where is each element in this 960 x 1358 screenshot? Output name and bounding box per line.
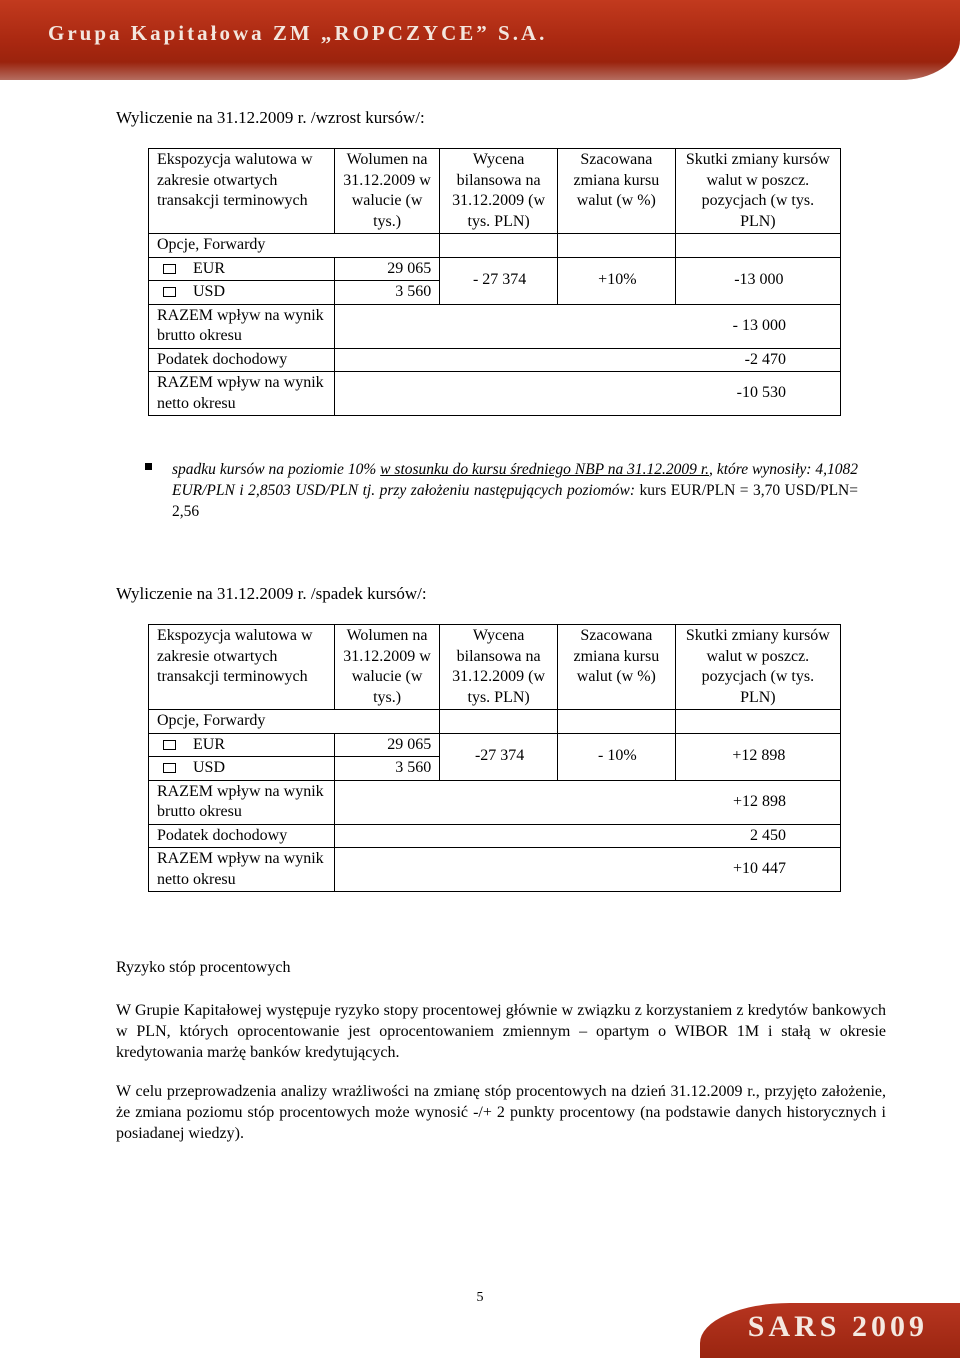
section-title-decrease: Wyliczenie na 31.12.2009 r. /spadek kursów/: <box>116 584 427 603</box>
volume-cell: 29 065 <box>334 733 439 757</box>
group-label: Opcje, Forwardy <box>149 234 440 258</box>
currency-label: USD <box>193 283 226 300</box>
tax-value: 2 450 <box>334 824 840 848</box>
table-row <box>149 733 841 757</box>
note-underlined: w stosunku do kursu średniego NBP na 31.12.2009 r. <box>380 461 710 478</box>
tax-label: Podatek dochodowy <box>149 348 335 372</box>
volume-cell: 3 560 <box>334 281 439 305</box>
gross-value: +12 898 <box>334 780 840 824</box>
assumption-note <box>172 459 858 522</box>
table-row <box>149 304 841 348</box>
square-bullet-icon <box>163 264 176 274</box>
header-valuation: Wycena bilansowa na 31.12.2009 (w tys. PLN) <box>440 149 558 234</box>
change-cell: +10% <box>557 257 675 304</box>
square-bullet-icon <box>163 740 176 750</box>
page-header-banner <box>0 0 960 80</box>
net-value: -10 530 <box>334 372 840 416</box>
table-header-row <box>149 625 841 710</box>
square-bullet-icon <box>163 287 176 297</box>
currency-label: USD <box>193 759 226 776</box>
interest-risk-paragraph-2: W celu przeprowadzenia analizy wrażliwości na zmianę stóp procentowych na dzień 31.12.2009 r., przyjęto założenie, że zmiana poziomu stóp procentowych może wynosić -/+ 2 punkty procentowy (na podstawie danych historycznych i posiadanej wiedzy). <box>116 1083 886 1142</box>
note-rates: kurs EUR/PLN = 3,70 USD/PLN= 2,56 <box>172 482 858 520</box>
effect-cell: -13 000 <box>675 257 840 304</box>
header-exposure: Ekspozycja walutowa w zakresie otwartych transakcji terminowych <box>149 149 335 234</box>
header-change: Szacowana zmiana kursu walut (w %) <box>557 625 675 710</box>
net-label: RAZEM wpływ na wynik netto okresu <box>149 848 335 892</box>
tax-value: -2 470 <box>334 348 840 372</box>
note-text: . przy założeniu następujących poziomów: <box>371 482 640 499</box>
table-row <box>149 348 841 372</box>
table-row <box>149 257 841 281</box>
currency-label: EUR <box>193 735 225 753</box>
interest-risk-paragraph-1: W Grupie Kapitałowej występuje ryzyko stopy procentowej głównie w związku z korzystaniem z kredytów bankowych w PLN, których oprocentowanie jest oprocentowaniem zmiennym – opartym o WIBOR 1M i stałą w okresie kredytowania marżę banków kredytujących. <box>116 1002 886 1061</box>
net-label: RAZEM wpływ na wynik netto okresu <box>149 372 335 416</box>
header-change: Szacowana zmiana kursu walut (w %) <box>557 149 675 234</box>
change-cell: - 10% <box>557 733 675 780</box>
table-row <box>149 710 841 734</box>
header-exposure: Ekspozycja walutowa w zakresie otwartych transakcji terminowych <box>149 625 335 710</box>
valuation-cell: -27 374 <box>440 733 558 780</box>
page-number: 5 <box>476 1290 484 1305</box>
gross-label: RAZEM wpływ na wynik brutto okresu <box>149 304 335 348</box>
tax-label: Podatek dochodowy <box>149 824 335 848</box>
header-volume: Wolumen na 31.12.2009 w walucie (w tys.) <box>334 625 439 710</box>
table-row <box>149 780 841 824</box>
table-row <box>149 234 841 258</box>
table-row <box>149 824 841 848</box>
section-title-increase: Wyliczenie na 31.12.2009 r. /wzrost kursów/: <box>116 108 425 127</box>
gross-value: - 13 000 <box>334 304 840 348</box>
effect-cell: +12 898 <box>675 733 840 780</box>
footer-banner <box>700 1303 960 1358</box>
currency-label: EUR <box>193 259 225 277</box>
group-label: Opcje, Forwardy <box>149 710 440 734</box>
volume-cell: 29 065 <box>334 257 439 281</box>
fx-sensitivity-table-increase <box>148 148 841 416</box>
header-title: Grupa Kapitałowa ZM „ROPCZYCE” S.A. <box>48 21 548 45</box>
footer-label: SARS 2009 <box>747 1310 928 1343</box>
square-bullet-icon <box>163 763 176 773</box>
table-header-row <box>149 149 841 234</box>
header-volume: Wolumen na 31.12.2009 w walucie (w tys.) <box>334 149 439 234</box>
valuation-cell: - 27 374 <box>440 257 558 304</box>
bullet-icon <box>145 463 152 470</box>
net-value: +10 447 <box>334 848 840 892</box>
note-text: , które wynosiły: 4,1082 EUR/PLN i 2,8503 USD/PLN tj <box>172 461 858 499</box>
note-text: spadku kursów na poziomie 10% <box>172 461 381 478</box>
gross-label: RAZEM wpływ na wynik brutto okresu <box>149 780 335 824</box>
table-row <box>149 848 841 892</box>
volume-cell: 3 560 <box>334 757 439 781</box>
header-valuation: Wycena bilansowa na 31.12.2009 (w tys. PLN) <box>440 625 558 710</box>
header-effect: Skutki zmiany kursów walut w poszcz. pozycjach (w tys. PLN) <box>675 149 840 234</box>
table-row <box>149 372 841 416</box>
interest-risk-heading: Ryzyko stóp procentowych <box>116 959 291 976</box>
fx-sensitivity-table-decrease <box>148 624 841 892</box>
header-effect: Skutki zmiany kursów walut w poszcz. pozycjach (w tys. PLN) <box>675 625 840 710</box>
